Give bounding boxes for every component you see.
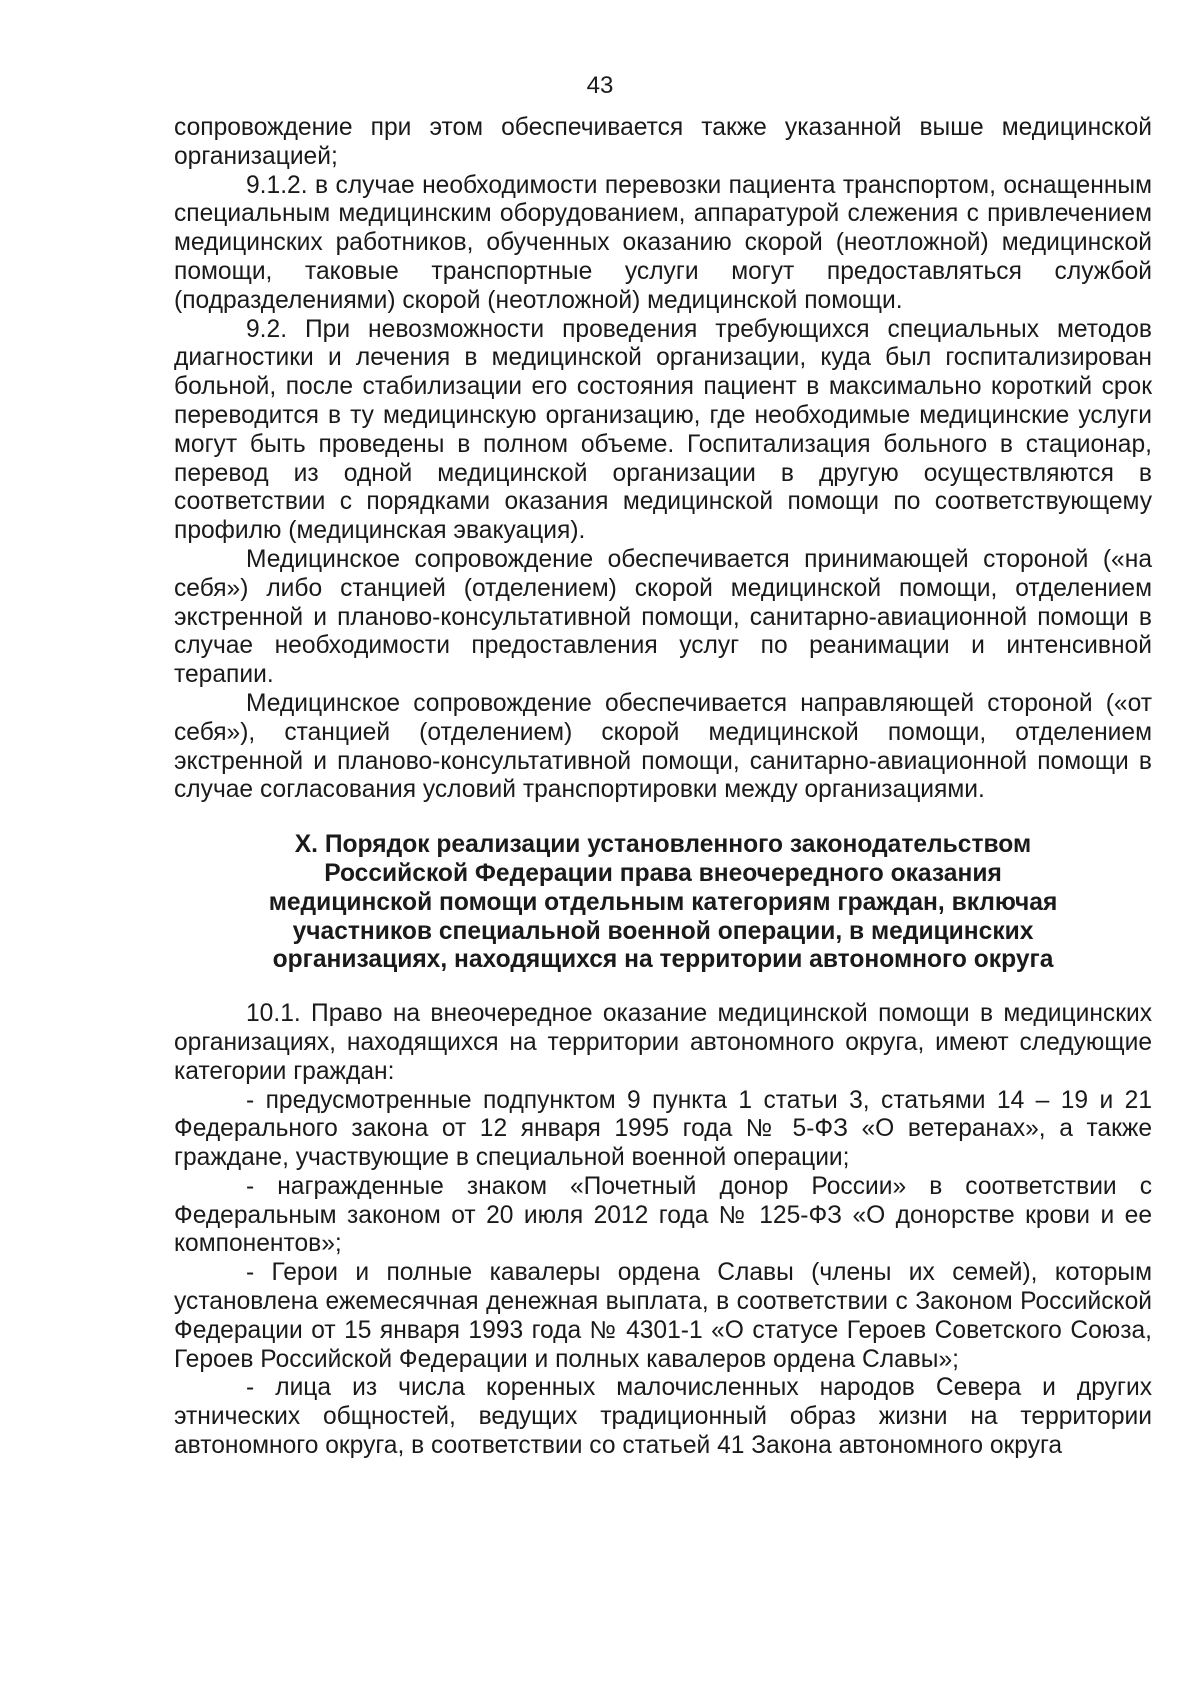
document-body [174, 114, 1152, 1461]
list-item-heroes: - Герои и полные кавалеры ордена Славы (члены их семей), которым установлена ежемесячная денежная выплата, в соответствии с Законом Российской Федерации от 15 января 1993 года № 4301-1 «О статусе Героев Советского Союза, Героев Российской Федерации и полных кавалеров ордена Славы»; [174, 1259, 1152, 1373]
heading-line: организациях, находящихся на территории автономного округа [272, 946, 1054, 974]
list-item-veterans: - предусмотренные подпунктом 9 пункта 1 статьи 3, статьями 14 – 19 и 21 Федерального закона от 12 января 1995 года № 5-ФЗ «О ветеранах», а также граждане, участвующие в специальной военной операции; [174, 1086, 1152, 1172]
page-number: 43 [586, 72, 614, 99]
paragraph-continuation: сопровождение при этом обеспечивается также указанной выше медицинской организацией; [174, 114, 1152, 170]
section-heading [174, 831, 1152, 975]
paragraph-9-1-2: 9.1.2. в случае необходимости перевозки пациента транспортом, оснащенным специальным медицинским оборудованием, аппаратурой слежения с привлечением медицинских работников, обученных оказанию скорой (неотложной) медицинской помощи, таковые транспортные услуги могут предоставляться службой (подразделениями) скорой (неотложной) медицинской помощи. [174, 171, 1152, 314]
paragraph-9-2: 9.2. При невозможности проведения требующихся специальных методов диагностики и лечения в медицинской организации, куда был госпитализирован больной, после стабилизации его состояния пациент в максимально короткий срок переводится в ту медицинскую организацию, где необходимые медицинские услуги могут быть проведены в полном объеме. Госпитализация больного в стационар, перевод из одной медицинской организации в другую осуществляются в соответствии с порядками оказания медицинской помощи по соответствующему профилю (медицинская эвакуация). [174, 315, 1152, 545]
paragraph-receiving-escort: Медицинское сопровождение обеспечивается принимающей стороной («на себя») либо станцией (отделением) скорой медицинской помощи, отделением экстренной и планово-консультативной помощи, санитарно-авиационной помощи в случае необходимости предоставления услуг по реанимации и интенсивной терапии. [174, 545, 1152, 689]
heading-line: X. Порядок реализации установленного законодательством [294, 831, 1032, 859]
list-item-donors: - награжденные знаком «Почетный донор России» в соответствии с Федеральным законом от 20 июля 2012 года № 125-ФЗ «О донорстве крови и ее компонентов»; [174, 1172, 1152, 1258]
list-item-indigenous: - лица из числа коренных малочисленных народов Севера и других этнических общностей, ведущих традиционный образ жизни на территории автономного округа, в соответствии со статьей 41 Закона автономного округа [174, 1374, 1152, 1460]
paragraph-10-1: 10.1. Право на внеочередное оказание медицинской помощи в медицинских организациях, находящихся на территории автономного округа, имеют следующие категории граждан: [174, 1000, 1152, 1085]
heading-line: Российской Федерации права внеочередного оказания [324, 859, 1002, 887]
heading-line: участников специальной военной операции, в медицинских [292, 917, 1034, 945]
paragraph-sending-escort: Медицинское сопровождение обеспечивается направляющей стороной («от себя»), станцией (отделением) скорой медицинской помощи, отделением экстренной и планово-консультативной помощи, санитарно-авиационной помощи в случае согласования условий транспортировки между организациями. [174, 689, 1152, 804]
heading-line: медицинской помощи отдельным категориям граждан, включая [268, 888, 1058, 916]
